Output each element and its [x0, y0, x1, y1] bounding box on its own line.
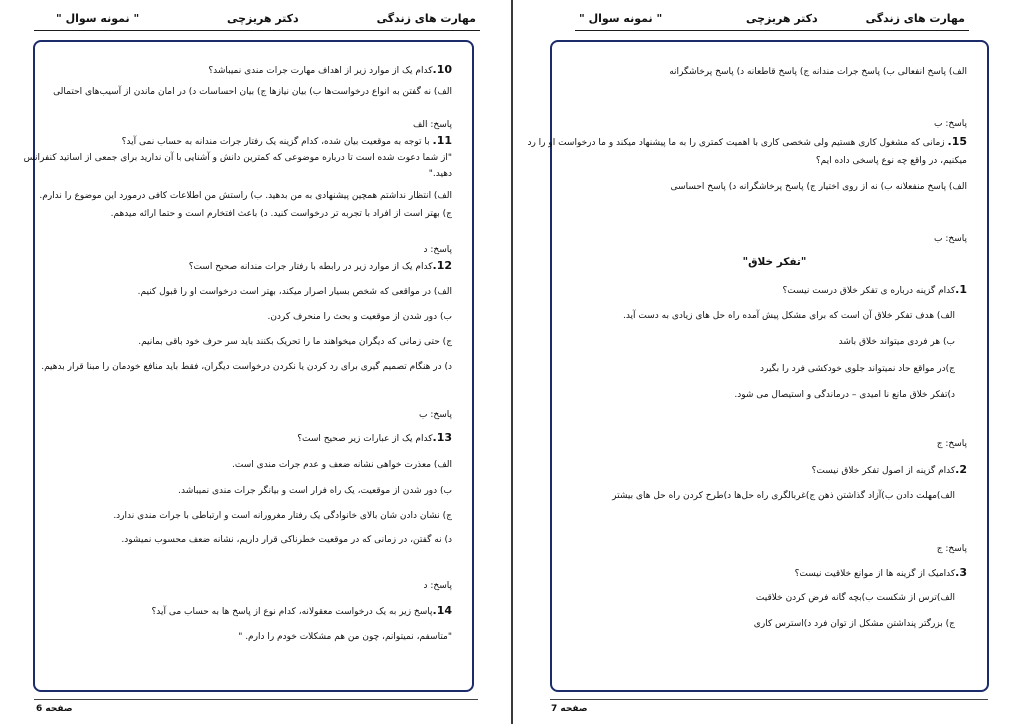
answer-option-c: ج) حتی زمانی که دیگران میخواهند ما را تحریک بکنند باید سر حرف خود باقی بمانیم. [138, 337, 452, 347]
question-text: پاسخ زیر به یک درخواست معقولانه، کدام نوع از پاسخ ها به حساب می آید؟ [151, 607, 433, 617]
question-quote: "متاسفم، نمیتوانم، چون من هم مشکلات خودم را دارم. " [238, 632, 452, 642]
page-number: صفحه 6 [36, 704, 73, 714]
footer-line [550, 699, 988, 700]
question-14 [75, 605, 452, 618]
question-1 [582, 284, 967, 297]
answer-options: الف) پاسخ منفعلانه ب) نه از روی اختیار ج) پاسخ پرخاشگرانه د) پاسخ احساسی [670, 182, 967, 192]
header-author: دکتر هریزچی [746, 12, 818, 25]
question-text: زمانی که مشغول کاری هستیم ولی شخصی کاری با اهمیت کمتری را به ما پیشنهاد میکند و ما درخواست او را رد [527, 138, 948, 148]
answer-option-c: ج) نشان دادن شان بالای خانوادگی یک رفتار مغرورانه است و ارتباطی با جرات مندی ندارد. [113, 511, 452, 521]
page-content [23, 42, 452, 690]
answer-option-b: ب) دور شدن از موقعیت، یک راه فرار است و بیانگر جرات مندی نمیباشد. [178, 486, 452, 496]
question-number: 1. [955, 283, 967, 296]
question-13 [75, 432, 452, 445]
page-content [527, 42, 967, 690]
answer-option-a: الف) هدف تفکر خلاق آن است که برای مشکل پیش آمده راه حل های زیادی به دست آید. [622, 311, 955, 321]
question-2 [582, 464, 967, 477]
question-11 [75, 135, 452, 148]
question-text: کدام گزینه از اصول تفکر خلاق نیست؟ [811, 466, 956, 476]
answer-option-a: الف) در مواقعی که شخص بسیار اصرار میکند، بهتر است درخواست او را قبول کنیم. [137, 287, 452, 297]
answer-options: الف)ترس از شکست ب)بچه گانه فرض کردن خلاقیت [755, 593, 955, 603]
question-10 [75, 64, 452, 77]
answer-option-d: د)تفکر خلاق مانع نا امیدی – درماندگی و استیصال می شود. [734, 390, 955, 400]
answer-option-b: ب) هر فردی میتواند خلاق باشد [838, 337, 955, 347]
question-12 [75, 260, 452, 273]
answer-key: پاسخ: د [423, 581, 452, 591]
answer-options: ج) بزرگتر پنداشتن مشکل از توان فرد د)استرس کاری [753, 619, 955, 629]
answer-key: پاسخ: ب [419, 410, 452, 420]
question-text: کدام گزینه درباره ی تفکر خلاق درست نیست؟ [782, 286, 956, 296]
answer-key: پاسخ: د [423, 245, 452, 255]
page-number: صفحه 7 [551, 704, 588, 714]
question-number: 14. [432, 604, 452, 617]
question-number: 10. [432, 63, 452, 76]
answer-key: پاسخ: ب [934, 119, 967, 129]
answer-option-b: ب) دور شدن از موقعیت و بحث را منحرف کردن. [267, 312, 452, 322]
question-3 [582, 567, 967, 580]
page-right [513, 0, 1024, 724]
question-15 [527, 135, 967, 149]
answer-options: الف) انتظار نداشتم همچین پیشنهادی به من بدهید. ب) راستش من اطلاعات کافی درمورد این موضوع را ندارم. [39, 191, 452, 201]
answer-key: پاسخ: ب [934, 234, 967, 244]
question-text: کدامیک از گزینه ها از موانع خلاقیت نیست؟ [794, 569, 956, 579]
question-number: 13. [432, 431, 452, 444]
page-header [575, 10, 969, 31]
question-number: 3. [955, 566, 967, 579]
answer-key: پاسخ: الف [412, 120, 452, 130]
answer-options: الف) نه گفتن به انواع درخواست‌ها ب) بیان نیازها ج) بیان احساسات د) در امان ماندن از آسیب‌های احتمالی [53, 87, 452, 97]
header-sample-label: " نمونه سوال " [56, 12, 140, 25]
question-scenario: دهید." [428, 169, 452, 179]
page-left [0, 0, 511, 724]
question-number: 11. [432, 134, 452, 147]
footer-line [34, 699, 478, 700]
answer-key: پاسخ: ج [936, 544, 967, 554]
question-number: 2. [955, 463, 967, 476]
question-number: 15. [947, 135, 967, 148]
header-book-title: مهارت های زندگی [376, 12, 476, 25]
header-author: دکتر هریزچی [227, 12, 299, 25]
header-sample-label: " نمونه سوال " [579, 12, 663, 25]
question-text: کدام یک از موارد زیر در رابطه با رفتار جرات مندانه صحیح است؟ [188, 262, 433, 272]
question-text: کدام یک از موارد زیر از اهداف مهارت جرات مندی نمیباشد؟ [208, 66, 433, 76]
page-header [34, 10, 480, 31]
answer-option-d: د) در هنگام تصمیم گیری برای رد کردن یا نکردن درخواست دیگران، فقط باید منافع خودمان را مبنا قرار بدهیم. [41, 362, 452, 372]
answer-options: ج) بهتر است از افراد با تجربه تر درخواست کنید. د) باعث افتخارم است و حتما ارائه میدهم. [110, 209, 452, 219]
answer-option-d: د) نه گفتن، در زمانی که در موقعیت خطرناکی قرار داریم، نشانه ضعف محسوب نمیشود. [121, 535, 452, 545]
question-text: کدام یک از عبارات زیر صحیح است؟ [297, 434, 433, 444]
answer-options: الف)مهلت دادن ب)آزاد گذاشتن ذهن ج)غربالگری راه حل‌ها د)طرح کردن راه حل های بیشتر [612, 491, 955, 501]
question-text-continued: میکنیم، در واقع چه نوع پاسخی داده ایم؟ [815, 156, 967, 166]
question-number: 12. [432, 259, 452, 272]
answer-key: پاسخ: ج [936, 439, 967, 449]
question-text: با توجه به موقعیت بیان شده، کدام گزینه یک رفتار جرات مندانه به حساب نمی آید؟ [121, 137, 433, 147]
section-title: "تفکر خلاق" [742, 256, 807, 268]
content-frame [527, 40, 989, 692]
answer-option-a: الف) معذرت خواهی نشانه ضعف و عدم جرات مندی است. [232, 460, 452, 470]
question-scenario: "از شما دعوت شده است تا درباره موضوعی که کمترین دانش و آشنایی با آن ندارید برای جمعی از اساتید کنفرانس [23, 153, 452, 163]
header-book-title: مهارت های زندگی [865, 12, 965, 25]
answer-options: الف) پاسخ انفعالی ب) پاسخ جرات مندانه ج) پاسخ قاطعانه د) پاسخ پرخاشگرانه [669, 67, 967, 77]
content-frame [23, 40, 474, 692]
answer-option-c: ج)در مواقع حاد نمیتواند جلوی خودکشی فرد را بگیرد [759, 364, 955, 374]
